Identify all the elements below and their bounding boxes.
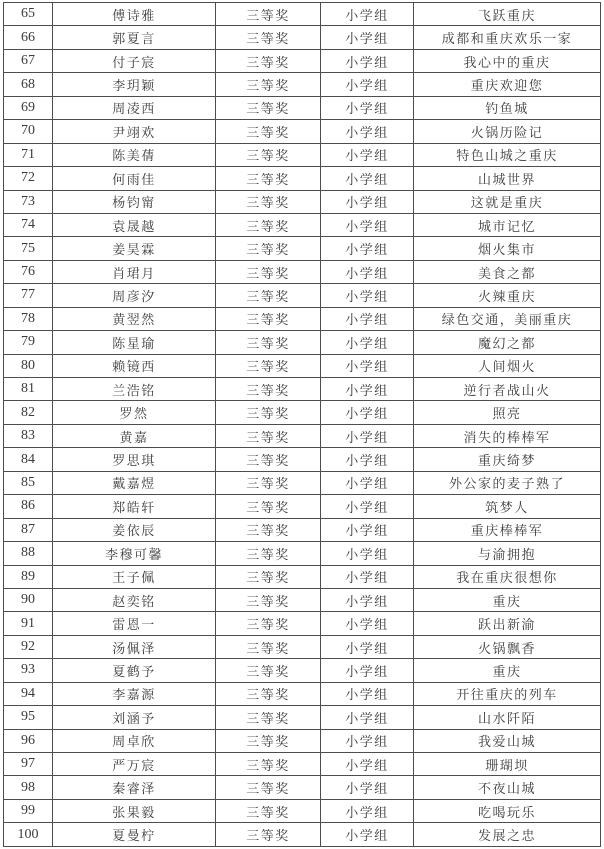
table-row (4, 307, 601, 330)
award-cell: 三等奖 (216, 635, 321, 658)
name-cell: 刘涵予 (53, 706, 216, 729)
name-cell: 杨钧甯 (53, 190, 216, 213)
rank-cell: 99 (4, 799, 53, 822)
award-cell: 三等奖 (216, 401, 321, 424)
rank-cell: 100 (4, 823, 53, 847)
name-cell: 陈美蒨 (53, 143, 216, 166)
title-cell: 火锅历险记 (414, 120, 601, 143)
title-cell: 重庆欢迎您 (414, 73, 601, 96)
rank-cell: 66 (4, 26, 53, 49)
group-cell: 小学组 (321, 612, 414, 635)
rank-cell: 80 (4, 354, 53, 377)
group-cell: 小学组 (321, 260, 414, 283)
group-cell: 小学组 (321, 565, 414, 588)
award-cell: 三等奖 (216, 588, 321, 611)
table-row (4, 495, 601, 518)
group-cell: 小学组 (321, 635, 414, 658)
award-cell: 三等奖 (216, 424, 321, 447)
rank-cell: 76 (4, 260, 53, 283)
award-cell: 三等奖 (216, 284, 321, 307)
table-row (4, 612, 601, 635)
group-cell: 小学组 (321, 424, 414, 447)
table-row (4, 26, 601, 49)
name-cell: 赵奕铭 (53, 588, 216, 611)
award-cell: 三等奖 (216, 729, 321, 752)
title-cell: 不夜山城 (414, 776, 601, 799)
group-cell: 小学组 (321, 49, 414, 72)
rank-cell: 69 (4, 96, 53, 119)
name-cell: 郑皓轩 (53, 495, 216, 518)
title-cell: 美食之都 (414, 260, 601, 283)
title-cell: 外公家的麦子熟了 (414, 471, 601, 494)
award-cell: 三等奖 (216, 307, 321, 330)
title-cell: 消失的棒棒军 (414, 424, 601, 447)
rank-cell: 85 (4, 471, 53, 494)
name-cell: 肖珺月 (53, 260, 216, 283)
group-cell: 小学组 (321, 542, 414, 565)
title-cell: 山城世界 (414, 167, 601, 190)
table-row (4, 237, 601, 260)
rank-cell: 82 (4, 401, 53, 424)
rank-cell: 92 (4, 635, 53, 658)
group-cell: 小学组 (321, 518, 414, 541)
rank-cell: 88 (4, 542, 53, 565)
title-cell: 人间烟火 (414, 354, 601, 377)
award-cell: 三等奖 (216, 167, 321, 190)
award-cell: 三等奖 (216, 565, 321, 588)
title-cell: 吃喝玩乐 (414, 799, 601, 822)
group-cell: 小学组 (321, 706, 414, 729)
name-cell: 夏鹤予 (53, 659, 216, 682)
award-cell: 三等奖 (216, 49, 321, 72)
name-cell: 罗然 (53, 401, 216, 424)
table-row (4, 659, 601, 682)
group-cell: 小学组 (321, 73, 414, 96)
rank-cell: 84 (4, 448, 53, 471)
group-cell: 小学组 (321, 331, 414, 354)
award-cell: 三等奖 (216, 73, 321, 96)
award-table-body (4, 3, 601, 847)
title-cell: 城市记忆 (414, 213, 601, 236)
table-row (4, 565, 601, 588)
title-cell: 开往重庆的列车 (414, 682, 601, 705)
name-cell: 汤佩泽 (53, 635, 216, 658)
award-cell: 三等奖 (216, 143, 321, 166)
group-cell: 小学组 (321, 96, 414, 119)
name-cell: 尹翊欢 (53, 120, 216, 143)
group-cell: 小学组 (321, 729, 414, 752)
rank-cell: 86 (4, 495, 53, 518)
award-cell: 三等奖 (216, 706, 321, 729)
rank-cell: 91 (4, 612, 53, 635)
table-row (4, 190, 601, 213)
award-cell: 三等奖 (216, 682, 321, 705)
group-cell: 小学组 (321, 682, 414, 705)
name-cell: 何雨佳 (53, 167, 216, 190)
table-row (4, 588, 601, 611)
name-cell: 雷恩一 (53, 612, 216, 635)
title-cell: 筑梦人 (414, 495, 601, 518)
table-row (4, 635, 601, 658)
rank-cell: 78 (4, 307, 53, 330)
name-cell: 张果毅 (53, 799, 216, 822)
group-cell: 小学组 (321, 354, 414, 377)
name-cell: 秦睿泽 (53, 776, 216, 799)
table-row (4, 213, 601, 236)
title-cell: 与渝拥抱 (414, 542, 601, 565)
rank-cell: 83 (4, 424, 53, 447)
name-cell: 兰浩铭 (53, 378, 216, 401)
table-row (4, 682, 601, 705)
table-row (4, 823, 601, 847)
rank-cell: 68 (4, 73, 53, 96)
table-row (4, 3, 601, 26)
title-cell: 跃出新渝 (414, 612, 601, 635)
awards-table (3, 2, 601, 847)
group-cell: 小学组 (321, 588, 414, 611)
rank-cell: 70 (4, 120, 53, 143)
table-row (4, 120, 601, 143)
name-cell: 夏曼柠 (53, 823, 216, 847)
rank-cell: 93 (4, 659, 53, 682)
rank-cell: 71 (4, 143, 53, 166)
table-row (4, 143, 601, 166)
award-cell: 三等奖 (216, 495, 321, 518)
award-cell: 三等奖 (216, 331, 321, 354)
name-cell: 周凌西 (53, 96, 216, 119)
group-cell: 小学组 (321, 823, 414, 847)
name-cell: 罗思琪 (53, 448, 216, 471)
table-row (4, 706, 601, 729)
award-cell: 三等奖 (216, 120, 321, 143)
rank-cell: 89 (4, 565, 53, 588)
rank-cell: 72 (4, 167, 53, 190)
name-cell: 姜昊霖 (53, 237, 216, 260)
table-row (4, 518, 601, 541)
title-cell: 飞跃重庆 (414, 3, 601, 26)
name-cell: 郭夏言 (53, 26, 216, 49)
name-cell: 傅诗雅 (53, 3, 216, 26)
group-cell: 小学组 (321, 495, 414, 518)
title-cell: 火锅飘香 (414, 635, 601, 658)
title-cell: 山水阡陌 (414, 706, 601, 729)
rank-cell: 90 (4, 588, 53, 611)
rank-cell: 97 (4, 753, 53, 776)
award-cell: 三等奖 (216, 213, 321, 236)
award-cell: 三等奖 (216, 471, 321, 494)
rank-cell: 94 (4, 682, 53, 705)
rank-cell: 87 (4, 518, 53, 541)
name-cell: 王子佩 (53, 565, 216, 588)
award-cell: 三等奖 (216, 378, 321, 401)
award-cell: 三等奖 (216, 542, 321, 565)
group-cell: 小学组 (321, 167, 414, 190)
award-cell: 三等奖 (216, 3, 321, 26)
rank-cell: 73 (4, 190, 53, 213)
name-cell: 严万宸 (53, 753, 216, 776)
table-row (4, 284, 601, 307)
title-cell: 重庆绮梦 (414, 448, 601, 471)
award-cell: 三等奖 (216, 612, 321, 635)
group-cell: 小学组 (321, 190, 414, 213)
title-cell: 钓鱼城 (414, 96, 601, 119)
table-row (4, 96, 601, 119)
table-row (4, 471, 601, 494)
title-cell: 重庆棒棒军 (414, 518, 601, 541)
name-cell: 李嘉源 (53, 682, 216, 705)
table-row (4, 378, 601, 401)
table-row (4, 260, 601, 283)
group-cell: 小学组 (321, 237, 414, 260)
title-cell: 火辣重庆 (414, 284, 601, 307)
rank-cell: 96 (4, 729, 53, 752)
title-cell: 我在重庆很想你 (414, 565, 601, 588)
award-cell: 三等奖 (216, 659, 321, 682)
rank-cell: 77 (4, 284, 53, 307)
award-cell: 三等奖 (216, 237, 321, 260)
award-cell: 三等奖 (216, 753, 321, 776)
table-row (4, 49, 601, 72)
title-cell: 这就是重庆 (414, 190, 601, 213)
group-cell: 小学组 (321, 3, 414, 26)
award-cell: 三等奖 (216, 354, 321, 377)
group-cell: 小学组 (321, 753, 414, 776)
group-cell: 小学组 (321, 448, 414, 471)
name-cell: 陈星瑜 (53, 331, 216, 354)
group-cell: 小学组 (321, 799, 414, 822)
table-row (4, 753, 601, 776)
rank-cell: 65 (4, 3, 53, 26)
group-cell: 小学组 (321, 659, 414, 682)
rank-cell: 67 (4, 49, 53, 72)
award-cell: 三等奖 (216, 776, 321, 799)
title-cell: 成都和重庆欢乐一家 (414, 26, 601, 49)
group-cell: 小学组 (321, 307, 414, 330)
title-cell: 特色山城之重庆 (414, 143, 601, 166)
table-row (4, 448, 601, 471)
name-cell: 付子宸 (53, 49, 216, 72)
table-row (4, 167, 601, 190)
table-row (4, 729, 601, 752)
award-cell: 三等奖 (216, 823, 321, 847)
rank-cell: 75 (4, 237, 53, 260)
award-cell: 三等奖 (216, 518, 321, 541)
name-cell: 李穆可馨 (53, 542, 216, 565)
name-cell: 赖镜西 (53, 354, 216, 377)
table-row (4, 73, 601, 96)
award-cell: 三等奖 (216, 190, 321, 213)
name-cell: 戴嘉煜 (53, 471, 216, 494)
rank-cell: 98 (4, 776, 53, 799)
name-cell: 袁晟越 (53, 213, 216, 236)
table-row (4, 424, 601, 447)
group-cell: 小学组 (321, 284, 414, 307)
title-cell: 发展之忠 (414, 823, 601, 847)
name-cell: 黄嘉 (53, 424, 216, 447)
title-cell: 绿色交通，美丽重庆 (414, 307, 601, 330)
title-cell: 魔幻之都 (414, 331, 601, 354)
name-cell: 周卓欣 (53, 729, 216, 752)
title-cell: 逆行者战山火 (414, 378, 601, 401)
name-cell: 周彦汐 (53, 284, 216, 307)
group-cell: 小学组 (321, 143, 414, 166)
table-row (4, 776, 601, 799)
title-cell: 重庆 (414, 659, 601, 682)
title-cell: 烟火集市 (414, 237, 601, 260)
title-cell: 我爱山城 (414, 729, 601, 752)
table-row (4, 542, 601, 565)
group-cell: 小学组 (321, 776, 414, 799)
name-cell: 李玥颖 (53, 73, 216, 96)
title-cell: 珊瑚坝 (414, 753, 601, 776)
group-cell: 小学组 (321, 26, 414, 49)
rank-cell: 81 (4, 378, 53, 401)
table-row (4, 799, 601, 822)
rank-cell: 79 (4, 331, 53, 354)
rank-cell: 95 (4, 706, 53, 729)
group-cell: 小学组 (321, 401, 414, 424)
table-row (4, 401, 601, 424)
name-cell: 姜依辰 (53, 518, 216, 541)
award-cell: 三等奖 (216, 448, 321, 471)
award-cell: 三等奖 (216, 799, 321, 822)
table-row (4, 354, 601, 377)
title-cell: 我心中的重庆 (414, 49, 601, 72)
rank-cell: 74 (4, 213, 53, 236)
award-cell: 三等奖 (216, 96, 321, 119)
group-cell: 小学组 (321, 378, 414, 401)
title-cell: 重庆 (414, 588, 601, 611)
table-row (4, 331, 601, 354)
group-cell: 小学组 (321, 120, 414, 143)
group-cell: 小学组 (321, 471, 414, 494)
name-cell: 黄翌然 (53, 307, 216, 330)
award-cell: 三等奖 (216, 260, 321, 283)
award-cell: 三等奖 (216, 26, 321, 49)
title-cell: 照亮 (414, 401, 601, 424)
group-cell: 小学组 (321, 213, 414, 236)
